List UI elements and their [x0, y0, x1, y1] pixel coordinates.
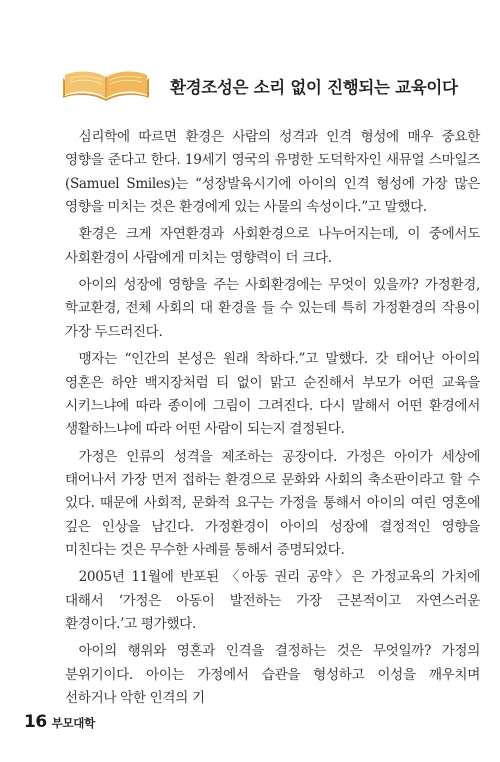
body-text — [65, 126, 480, 714]
page-footer — [24, 712, 95, 732]
paragraph: 아이의 성장에 영향을 주는 사회환경에는 무엇이 있을까? 가정환경, 학교환경, 전체 사회의 대 환경을 들 수 있는데 특히 가정환경의 작용이 가장 두드러진다. — [65, 277, 480, 340]
book-title: 부모대학 — [51, 716, 95, 730]
page-number: 16 — [24, 712, 47, 732]
paragraph: 가정은 인류의 성격을 제조하는 공장이다. 가정은 아이가 세상에 태어나서 가장 먼저 접하는 환경으로 문화와 사회의 축소판이라고 할 수 있다. 때문에 사회적, 문화적 요구는 가정을 통해서 아이의 여린 영혼에 깊은 인상을 남긴다. 가정환경이 아이의 성장에 결정적인 영향을 미친다는 것은 무수한 사례를 통해서 증명되었다. — [65, 448, 480, 558]
paragraph: 심리학에 따르면 환경은 사람의 성격과 인격 형성에 매우 중요한 영향을 준다고 한다. 19세기 영국의 유명한 도덕학자인 새뮤얼 스마일즈(Samuel Smiles)는 “성장발육시기에 아이의 인격 형성에 가장 많은 영향을 미치는 것은 환경에게 있는 사물의 속성이다.”고 말했다. — [65, 129, 480, 215]
paragraph: 아이의 행위와 영혼과 인격을 결정하는 것은 무엇일까? 가정의 분위기이다. 아이는 가정에서 습관을 형성하고 이성을 깨우치며 선하거나 악한 인격의 기 — [65, 643, 480, 706]
paragraph: 환경은 크게 자연환경과 사회환경으로 나누어지는데, 이 중에서도 사회환경이 사람에게 미치는 영향력이 더 크다. — [65, 226, 480, 266]
paragraph: 맹자는 “인간의 본성은 원래 착하다.”고 말했다. 갓 태어난 아이의 영혼은 하얀 백지장처럼 티 없이 맑고 순진해서 부모가 어떤 교육을 시키느냐에 따라 종이에 그림이 그려진다. 다시 말해서 어떤 환경에서 생활하느냐에 따라 어떤 사람이 되는지 결정된다. — [65, 351, 480, 438]
section-heading-row — [60, 66, 480, 106]
open-book-icon — [60, 68, 152, 104]
paragraph: 2005년 11월에 반포된 〈아동 권리 공약〉은 가정교육의 가치에 대해서 ‘가정은 아동이 발전하는 가장 근본적이고 자연스러운 환경이다.’고 평가했다. — [65, 569, 480, 632]
section-title: 환경조성은 소리 없이 진행되는 교육이다 — [170, 78, 458, 97]
